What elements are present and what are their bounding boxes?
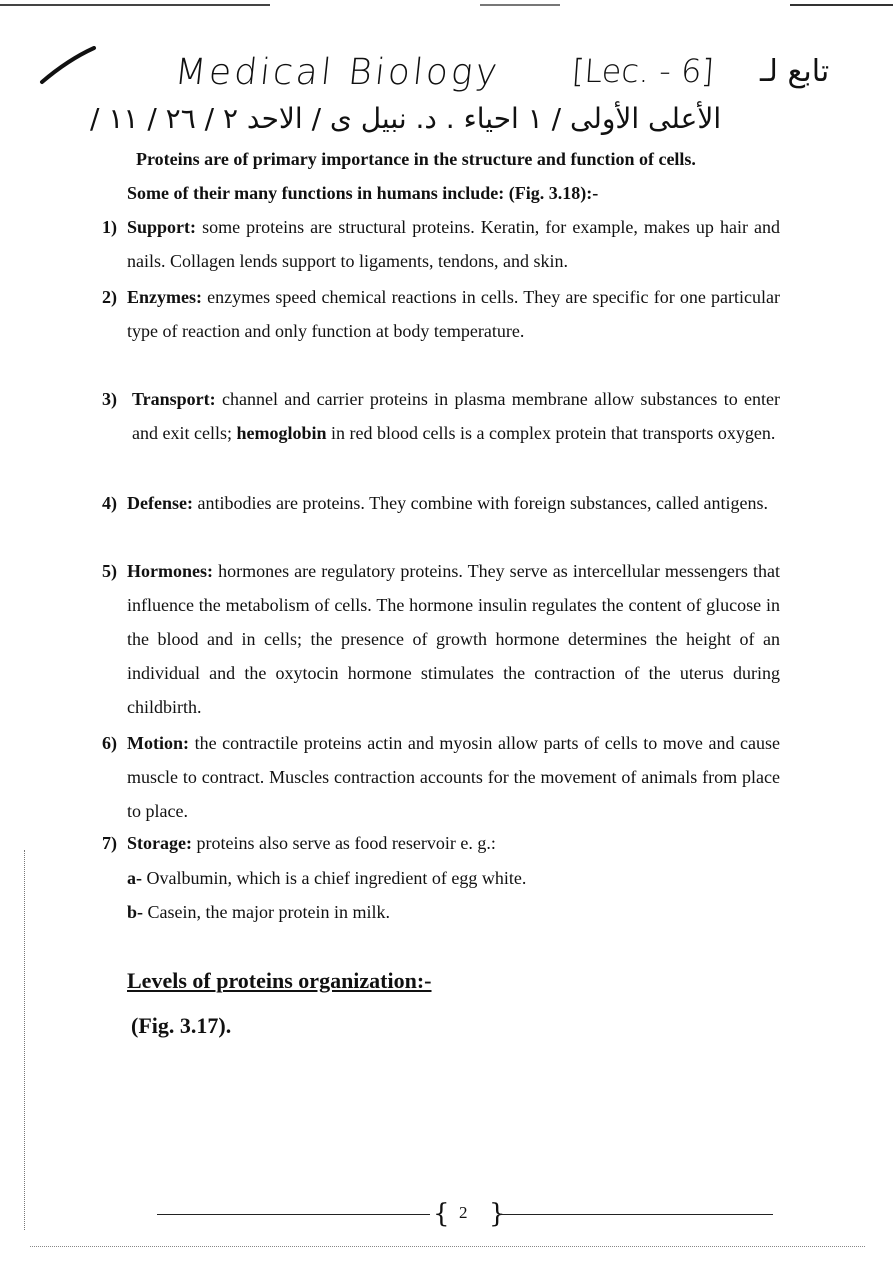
intro-line-2: Some of their many functions in humans include: (Fig. 3.18):- <box>127 183 599 203</box>
footer-bracket-right: } <box>489 1199 506 1229</box>
list-item-motion <box>102 726 780 828</box>
handwritten-course-title: Medical Biology <box>172 52 503 93</box>
figure-reference: (Fig. 3.17). <box>131 1013 232 1038</box>
footer-bracket-left: { <box>433 1199 450 1229</box>
footer-rule <box>157 1214 430 1215</box>
list-term: Transport: <box>132 389 216 409</box>
list-item-storage <box>102 826 780 860</box>
list-text: the contractile proteins actin and myosin allow parts of cells to move and cause muscle to contract. Muscles contraction accounts for the movement of animals from place to place. <box>127 733 780 821</box>
list-item-support <box>102 210 780 278</box>
list-term: Defense: <box>127 493 193 513</box>
page-number: 2 <box>459 1203 468 1222</box>
list-text: in red blood cells is a complex protein that transports oxygen. <box>326 423 776 443</box>
intro-line-1: Proteins are of primary importance in the structure and function of cells. <box>136 149 696 169</box>
list-item-hormones <box>102 554 780 724</box>
list-text: proteins also serve as food reservoir e. g.: <box>191 833 496 853</box>
list-text: antibodies are proteins. They combine with foreign substances, called antigens. <box>192 493 768 513</box>
scan-bottom-dots <box>30 1246 865 1247</box>
section-heading: Levels of proteins organization:- <box>127 968 432 993</box>
list-term: Enzymes: <box>127 287 202 307</box>
footer-rule <box>500 1214 773 1215</box>
example-text: Ovalbumin, which is a chief ingredient of egg white. <box>142 868 527 888</box>
list-item-transport <box>102 382 780 450</box>
handwritten-arabic-line: الأعلى الأولى / ١ احياء . د. نبيل ى / الاحد ٢ / ٢٦ / ١١ / <box>90 102 722 135</box>
list-number: 3) <box>102 389 117 409</box>
list-term: Storage: <box>127 833 192 853</box>
list-term: Hormones: <box>127 561 213 581</box>
list-text: channel and carrier proteins in plasma membrane allow substances to enter and exit cells; <box>132 389 780 443</box>
list-text: enzymes speed chemical reactions in cells. They are specific for one particular type of reaction and only function at body temperature. <box>127 287 780 341</box>
page-footer <box>157 1197 773 1233</box>
example-text: Casein, the major protein in milk. <box>143 902 390 922</box>
list-text: hormones are regulatory proteins. They serve as intercellular messengers that influence the metabolism of cells. The hormone insulin regulates the content of glucose in the blood and in cells; the presence of growth hormone determines the height of an individual and the oxytocin hormone stimulates the contraction of the uterus during childbirth. <box>127 561 780 717</box>
list-term: Support: <box>127 217 197 237</box>
list-bold-word: hemoglobin <box>236 423 327 443</box>
handwritten-header <box>0 40 893 150</box>
list-term: Motion: <box>127 733 189 753</box>
list-text: some proteins are structural proteins. Keratin, for example, makes up hair and nails. Collagen lends support to ligaments, tendons, and skin. <box>127 217 780 271</box>
list-item-defense <box>102 486 780 520</box>
handwritten-lecture-number: [Lec. - 6] <box>570 52 716 90</box>
example-letter: a- <box>127 868 142 888</box>
list-number: 1) <box>102 217 117 237</box>
list-number: 6) <box>102 733 117 753</box>
list-item-enzymes <box>102 280 780 348</box>
storage-example-b <box>127 895 390 929</box>
list-number: 2) <box>102 287 117 307</box>
list-number: 4) <box>102 493 117 513</box>
scan-edge-dots <box>24 850 27 1230</box>
scan-edge-line <box>0 4 893 6</box>
list-number: 5) <box>102 561 117 581</box>
handwritten-arabic-note: تابع لـ <box>760 54 830 89</box>
list-number: 7) <box>102 833 117 853</box>
example-letter: b- <box>127 902 144 922</box>
storage-example-a <box>127 861 526 895</box>
